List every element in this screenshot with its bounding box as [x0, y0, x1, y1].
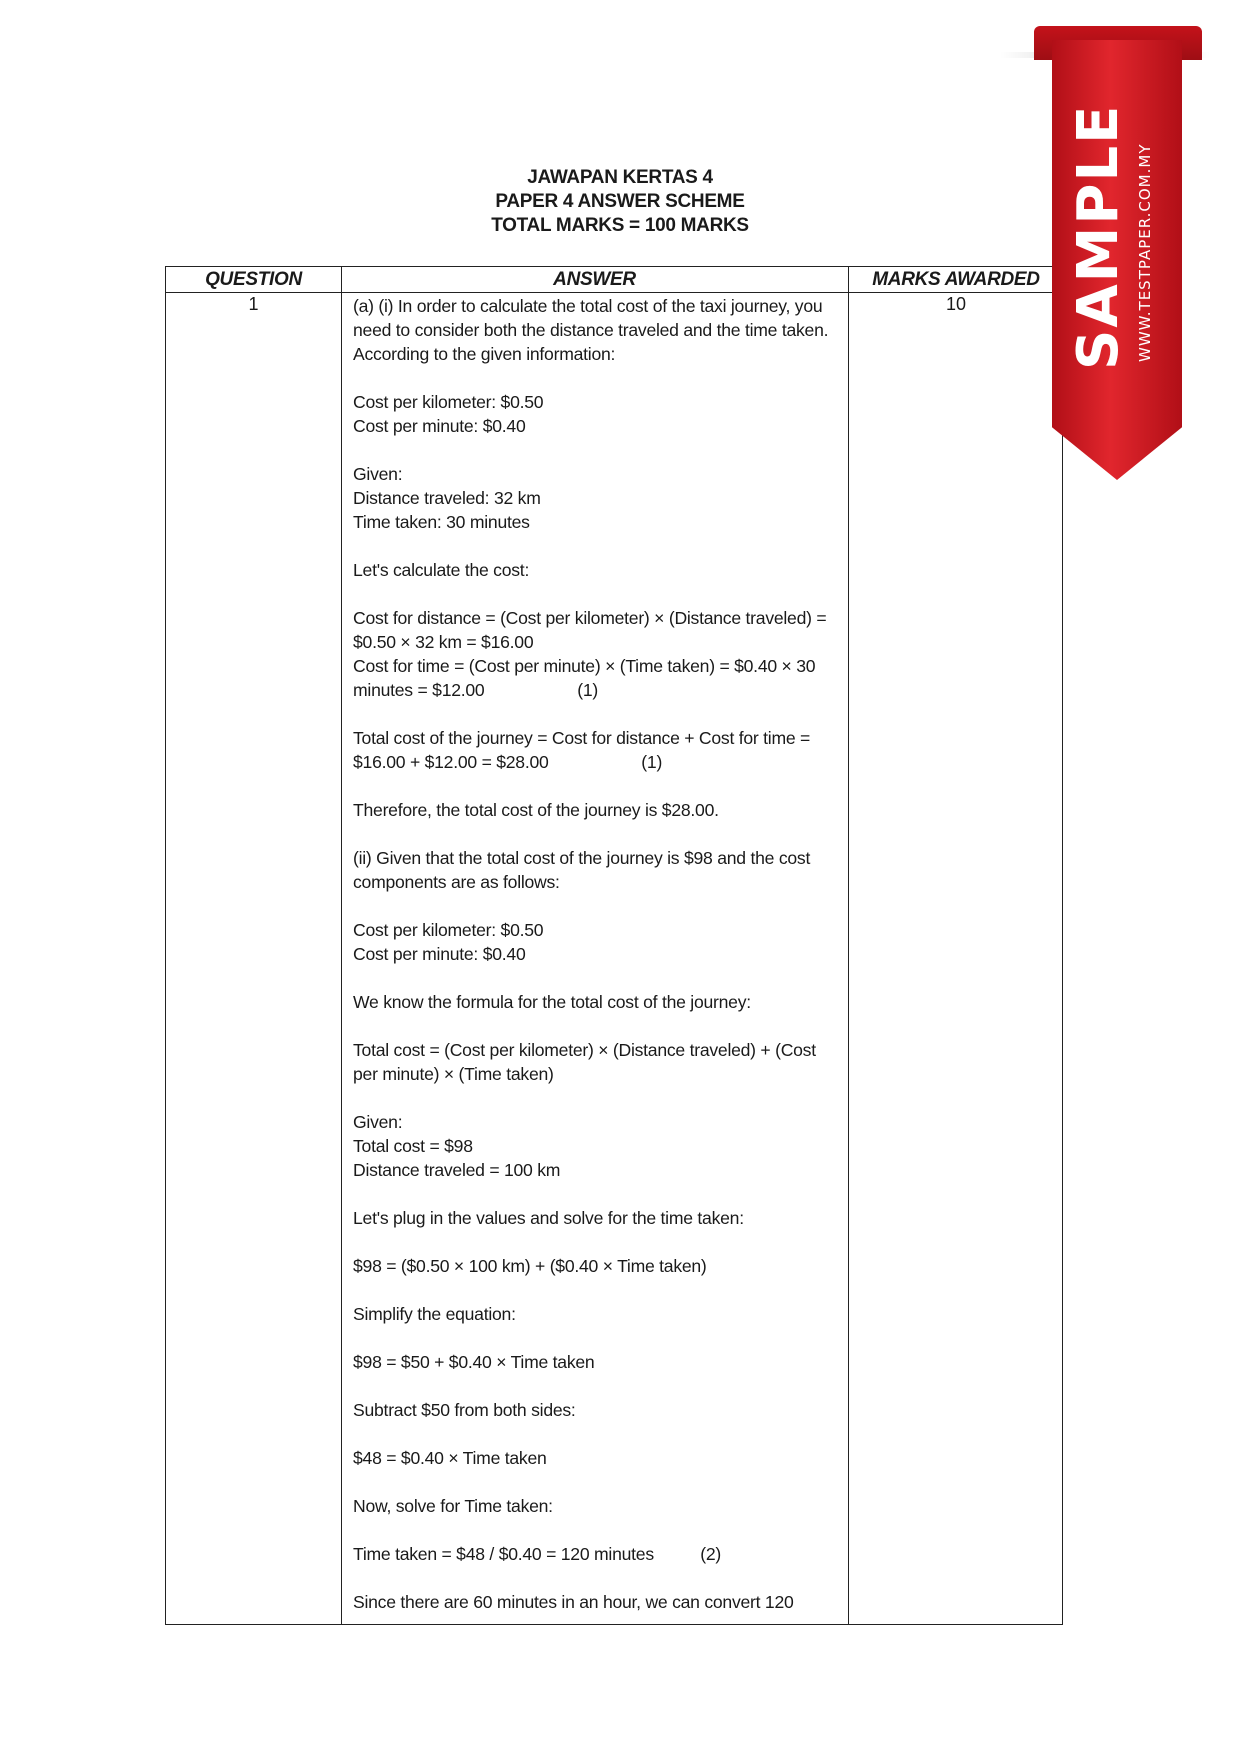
answer-paragraph: $98 = ($0.50 × 100 km) + ($0.40 × Time taken) — [353, 1256, 707, 1276]
answer-cell — [353, 294, 840, 1624]
answer-paragraph: $48 = $0.40 × Time taken — [353, 1448, 547, 1468]
marks-awarded: 10 — [945, 294, 967, 314]
answer-paragraph: (a) (i) In order to calculate the total cost of the taxi journey, you need to consider both the distance traveled and the time taken. According to the given information: — [353, 296, 832, 364]
header-title-malay: JAWAPAN KERTAS 4 — [527, 167, 713, 188]
header-total-marks: TOTAL MARKS = 100 MARKS — [491, 215, 749, 236]
answer-paragraph: Now, solve for Time taken: — [353, 1496, 553, 1516]
column-divider — [341, 267, 342, 1624]
answer-paragraph: Total cost = (Cost per kilometer) × (Distance traveled) + (Cost per minute) × (Time taken) — [353, 1040, 821, 1084]
answer-paragraph: Cost for distance = (Cost per kilometer) × (Distance traveled) = $0.50 × 32 km = $16.00 Cost for time = (Cost per minute) × (Time taken) = $0.40 × 30 minutes = $12.00 (1) — [353, 608, 827, 700]
column-header-answer: ANSWER — [553, 269, 636, 290]
column-header-marks: MARKS AWARDED — [872, 269, 1040, 290]
answer-paragraph: Cost per kilometer: $0.50 Cost per minute: $0.40 — [353, 392, 544, 436]
answer-paragraph: Total cost of the journey = Cost for distance + Cost for time = $16.00 + $12.00 = $28.00 (1) — [353, 728, 815, 772]
header-row-divider — [166, 292, 1062, 293]
answer-paragraph: Simplify the equation: — [353, 1304, 516, 1324]
answer-paragraph: Cost per kilometer: $0.50 Cost per minute: $0.40 — [353, 920, 544, 964]
answer-scheme-table — [165, 266, 1063, 1625]
answer-paragraph: Since there are 60 minutes in an hour, we can convert 120 — [353, 1592, 794, 1612]
answer-paragraph: $98 = $50 + $0.40 × Time taken — [353, 1352, 595, 1372]
answer-paragraph: Given: Distance traveled: 32 km Time taken: 30 minutes — [353, 464, 541, 532]
column-header-question: QUESTION — [205, 269, 302, 290]
column-divider — [848, 267, 849, 1624]
answer-paragraph: Let's calculate the cost: — [353, 560, 530, 580]
sample-watermark-site: WWW.TESTPAPER.COM.MY — [1136, 143, 1154, 362]
answer-paragraph: Time taken = $48 / $0.40 = 120 minutes (2) — [353, 1544, 721, 1564]
answer-paragraph: Given: Total cost = $98 Distance traveled = 100 km — [353, 1112, 561, 1180]
answer-paragraph: We know the formula for the total cost of the journey: — [353, 992, 751, 1012]
answer-paragraph: (ii) Given that the total cost of the journey is $98 and the cost components are as follows: — [353, 848, 815, 892]
answer-paragraph: Therefore, the total cost of the journey is $28.00. — [353, 800, 719, 820]
sample-watermark: SAMPLE — [1066, 103, 1131, 370]
header-title-english: PAPER 4 ANSWER SCHEME — [495, 191, 745, 212]
answer-paragraph: Let's plug in the values and solve for the time taken: — [353, 1208, 744, 1228]
document-header — [420, 166, 820, 238]
answer-paragraph: Subtract $50 from both sides: — [353, 1400, 576, 1420]
question-number: 1 — [248, 294, 259, 314]
